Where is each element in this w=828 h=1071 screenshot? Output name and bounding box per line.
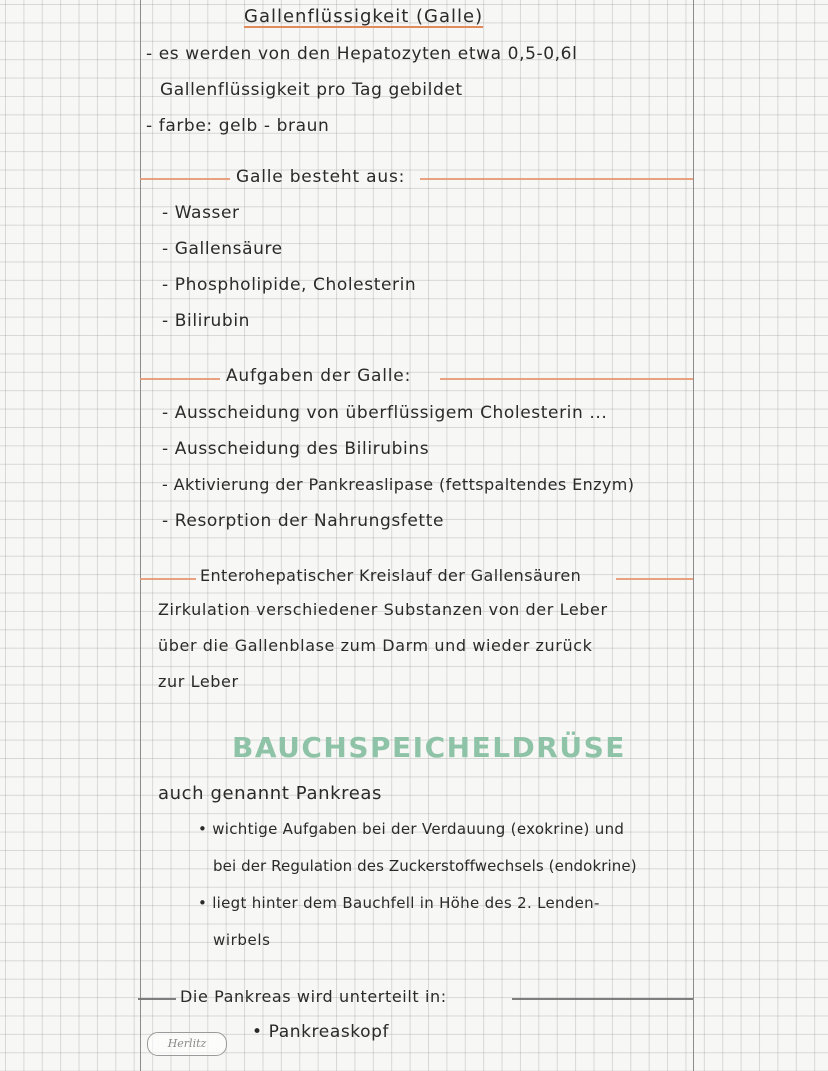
list-item: - Resorption der Nahrungsfette bbox=[162, 511, 445, 531]
paragraph-line: über die Gallenblase zum Darm und wieder zurück bbox=[158, 636, 593, 655]
left-margin-line bbox=[140, 0, 141, 1071]
division-rule-left bbox=[138, 998, 176, 1000]
section-title: Galle besteht aus: bbox=[236, 167, 406, 187]
paragraph-line: wirbels bbox=[213, 931, 271, 949]
paragraph-line: zur Leber bbox=[158, 672, 239, 691]
paragraph-line: Zirkulation verschiedener Substanzen von der Leber bbox=[158, 600, 608, 619]
pancreas-title: BAUCHSPEICHELDRÜSE bbox=[232, 731, 626, 764]
intro-line: - es werden von den Hepatozyten etwa 0,5-0,6l bbox=[146, 44, 578, 64]
pancreas-subtitle: auch genannt Pankreas bbox=[158, 783, 382, 804]
division-title: Die Pankreas wird unterteilt in: bbox=[180, 987, 447, 1006]
brand-logo: Herlitz bbox=[147, 1032, 227, 1056]
list-item: - Bilirubin bbox=[162, 311, 251, 331]
list-item: - Wasser bbox=[162, 203, 240, 223]
section-rule-left bbox=[140, 178, 230, 180]
right-margin-line bbox=[693, 0, 694, 1071]
section-title: Aufgaben der Galle: bbox=[226, 366, 412, 386]
list-item: - Gallensäure bbox=[162, 239, 283, 259]
section-rule-right bbox=[616, 578, 693, 580]
intro-line: - farbe: gelb - braun bbox=[146, 116, 330, 136]
list-item: - Phospholipide, Cholesterin bbox=[162, 275, 417, 295]
section-rule-right bbox=[420, 178, 693, 180]
list-item: - Ausscheidung von überflüssigem Cholesterin ... bbox=[162, 403, 608, 423]
paragraph-line: • liegt hinter dem Bauchfell in Höhe des 2. Lenden- bbox=[198, 894, 600, 912]
list-item: - Aktivierung der Pankreaslipase (fettspaltendes Enzym) bbox=[162, 475, 635, 494]
paragraph-line: • wichtige Aufgaben bei der Verdauung (exokrine) und bbox=[198, 820, 625, 838]
section-rule-left bbox=[140, 578, 196, 580]
division-rule-right bbox=[512, 998, 693, 1000]
page-title: Gallenflüssigkeit (Galle) bbox=[244, 6, 484, 27]
section-rule-right bbox=[440, 378, 693, 380]
paragraph-line: bei der Regulation des Zuckerstoffwechsels (endokrine) bbox=[213, 857, 637, 875]
intro-line: Gallenflüssigkeit pro Tag gebildet bbox=[160, 80, 463, 100]
section-rule-left bbox=[140, 378, 220, 380]
list-item: • Pankreaskopf bbox=[252, 1022, 390, 1042]
section-title: Enterohepatischer Kreislauf der Gallensäuren bbox=[200, 566, 582, 585]
list-item: - Ausscheidung des Bilirubins bbox=[162, 439, 430, 459]
